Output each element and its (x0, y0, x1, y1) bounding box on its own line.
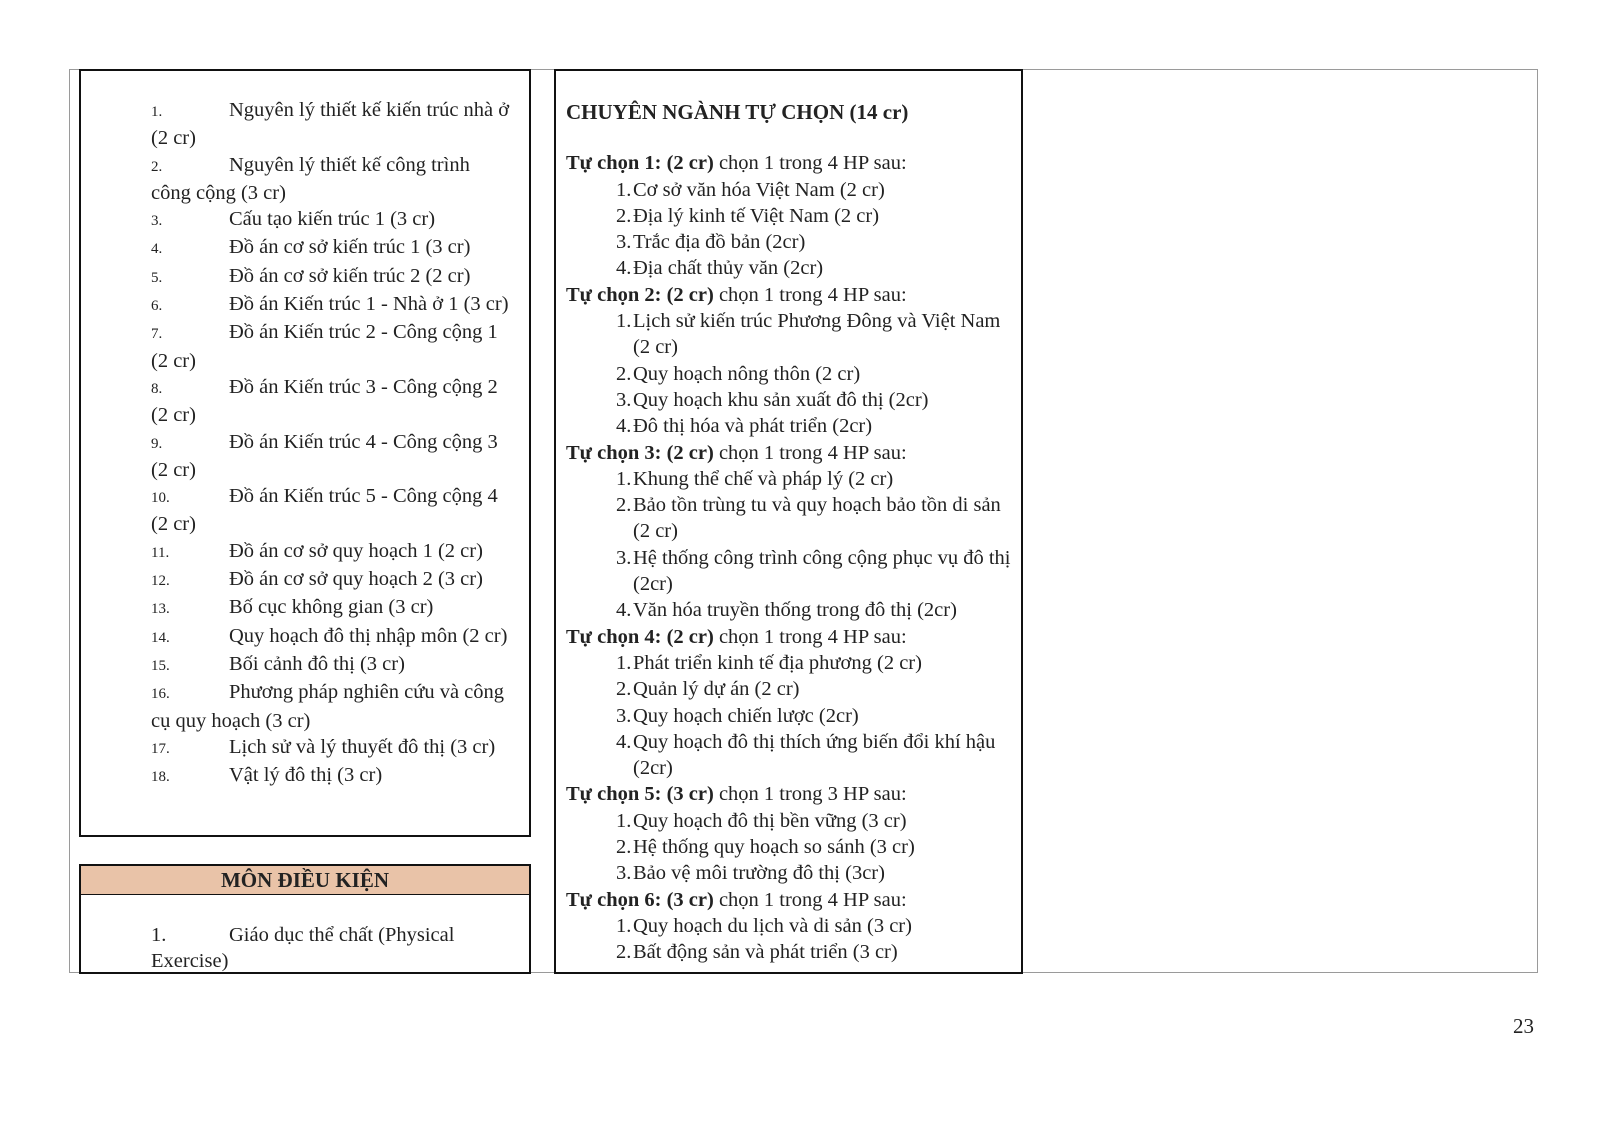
list-item-text: Đồ án Kiến trúc 5 - Công cộng 4 (2 cr) (151, 485, 498, 536)
list-item-number: 2. (616, 941, 632, 964)
list-item (566, 177, 1016, 203)
list-item-number: 3. (151, 213, 163, 230)
list-item-number: 6. (151, 298, 163, 315)
list-item-number: 2. (151, 158, 163, 175)
list-item (566, 466, 1016, 492)
core-courses-box (79, 69, 531, 837)
electives-title: CHUYÊN NGÀNH TỰ CHỌN (14 cr) (566, 100, 909, 124)
elective-group-label: Tự chọn 5: (3 cr) (566, 783, 714, 806)
list-item (566, 729, 1016, 782)
list-item-text: Quản lý dự án (2 cr) (633, 678, 800, 701)
list-item-text: Giáo dục thể chất (Physical Exercise) (151, 924, 455, 972)
list-item (566, 492, 1016, 545)
list-item-text: Bố cục không gian (3 cr) (229, 596, 434, 619)
list-item-text: Đồ án Kiến trúc 1 - Nhà ở 1 (3 cr) (229, 293, 509, 316)
list-item-number: 1. (616, 310, 632, 333)
elective-group-label: Tự chọn 1: (2 cr) (566, 152, 714, 175)
list-item (151, 234, 513, 262)
list-item-text: Phát triển kinh tế địa phương (2 cr) (633, 651, 922, 674)
list-item-number: 1. (151, 104, 163, 120)
list-item-number: 2. (616, 494, 632, 517)
list-item (566, 387, 1016, 413)
list-item (566, 703, 1016, 729)
list-item-text: Quy hoạch du lịch và di sản (3 cr) (633, 914, 912, 937)
list-item-number: 2. (616, 678, 632, 701)
list-item (151, 97, 513, 152)
list-item-text: Vật lý đô thị (3 cr) (229, 764, 383, 787)
list-item-number: 10. (151, 490, 170, 507)
list-item (566, 413, 1016, 439)
list-item-text: Quy hoạch đô thị bền vững (3 cr) (633, 809, 907, 832)
list-item-number: 16. (151, 686, 170, 703)
list-item (151, 679, 513, 734)
list-item (151, 319, 513, 374)
list-item (566, 834, 1016, 860)
list-item (566, 229, 1016, 255)
list-item-text: Hệ thống quy hoạch so sánh (3 cr) (633, 836, 915, 859)
list-item (151, 429, 513, 484)
list-item (566, 545, 1016, 598)
list-item (151, 734, 513, 762)
list-item-number: 2. (616, 836, 632, 859)
list-item-text: Lịch sử và lý thuyết đô thị (3 cr) (229, 735, 496, 758)
list-item-number: 4. (616, 730, 632, 753)
list-item (151, 594, 513, 622)
list-item-text: Cấu tạo kiến trúc 1 (3 cr) (229, 208, 436, 231)
list-item-text: Bối cảnh đô thị (3 cr) (229, 652, 405, 675)
list-item-text: Hệ thống công trình công cộng phục vụ đô thị (2cr) (633, 546, 1011, 596)
list-item-text: Bảo vệ môi trường đô thị (3cr) (633, 862, 885, 885)
conditional-courses-box (79, 864, 531, 974)
list-item-text: Quy hoạch khu sản xuất đô thị (2cr) (633, 388, 929, 411)
core-course-list (151, 97, 513, 790)
elective-group-desc: chọn 1 trong 4 HP sau: (713, 888, 907, 911)
list-item-number: 5. (151, 269, 163, 286)
list-item (151, 566, 513, 594)
elective-group-label: Tự chọn 3: (2 cr) (566, 441, 714, 464)
list-item-text: Địa chất thủy văn (2cr) (633, 257, 824, 280)
list-item-number: 4. (616, 599, 632, 622)
list-item-text: Đồ án Kiến trúc 3 - Công cộng 2 (2 cr) (151, 375, 498, 427)
list-item-number: 3. (616, 231, 632, 254)
list-item-number: 12. (151, 573, 170, 590)
list-item-text: Bất động sản và phát triển (3 cr) (633, 941, 898, 964)
list-item-number: 3. (616, 388, 632, 411)
list-item-number: 1. (616, 809, 632, 832)
list-item-text: Đồ án cơ sở quy hoạch 2 (3 cr) (229, 568, 483, 591)
list-item (151, 483, 513, 538)
list-item-text: Đồ án cơ sở kiến trúc 1 (3 cr) (229, 236, 471, 259)
list-item-text: Khung thể chế và pháp lý (2 cr) (633, 467, 894, 490)
list-item-number: 4. (151, 241, 163, 258)
list-item-text: Đồ án Kiến trúc 2 - Công cộng 1 (2 cr) (151, 321, 498, 372)
list-item-number: 3. (616, 704, 632, 727)
elective-group-label: Tự chọn 6: (3 cr) (566, 888, 714, 911)
list-item-number: 1. (616, 467, 632, 490)
list-item-number: 17. (151, 740, 170, 757)
list-item-number: 7. (151, 326, 163, 343)
list-item-number: 11. (151, 544, 170, 561)
list-item-text: Lịch sử kiến trúc Phương Đông và Việt Nam (2 cr) (633, 310, 1001, 359)
list-item-text: Đô thị hóa và phát triển (2cr) (633, 415, 873, 438)
elective-group-heading (566, 440, 1016, 466)
list-item (151, 922, 513, 974)
list-item (566, 308, 1016, 361)
list-item (566, 676, 1016, 702)
list-item-text: Cơ sở văn hóa Việt Nam (2 cr) (633, 178, 885, 201)
list-item-text: Quy hoạch đô thị thích ứng biến đổi khí hậu (2cr) (633, 730, 996, 780)
list-item-text: Đồ án cơ sở quy hoạch 1 (2 cr) (229, 539, 483, 562)
list-item (151, 291, 513, 319)
elective-group-heading (566, 887, 1016, 913)
elective-group-heading (566, 624, 1016, 650)
list-item-text: Đồ án cơ sở kiến trúc 2 (2 cr) (229, 264, 471, 287)
list-item-number: 14. (151, 629, 170, 646)
list-item-number: 1. (616, 178, 632, 201)
list-item-number: 18. (151, 769, 170, 786)
elective-group-heading (566, 150, 1016, 176)
list-item-number: 3. (616, 862, 632, 885)
list-item-number: 2. (616, 362, 632, 385)
list-item (151, 152, 513, 207)
list-item (151, 374, 513, 429)
list-item (151, 538, 513, 566)
list-item-number: 15. (151, 657, 170, 674)
list-item (566, 597, 1016, 623)
list-item-number: 8. (151, 380, 163, 397)
elective-group-label: Tự chọn 4: (2 cr) (566, 625, 714, 648)
list-item (566, 361, 1016, 387)
elective-group-desc: chọn 1 trong 3 HP sau: (713, 783, 907, 806)
list-item-text: Quy hoạch đô thị nhập môn (2 cr) (229, 624, 508, 647)
list-item-number: 4. (616, 257, 632, 280)
list-item-text: Bảo tồn trùng tu và quy hoạch bảo tồn di sản (2 cr) (633, 494, 1001, 543)
list-item (151, 651, 513, 679)
list-item-text: Văn hóa truyền thống trong đô thị (2cr) (633, 599, 957, 622)
list-item-number: 9. (151, 435, 163, 452)
electives-content (566, 99, 1016, 966)
elective-group-label: Tự chọn 2: (2 cr) (566, 283, 714, 306)
list-item (151, 206, 513, 234)
list-item-number: 1. (616, 651, 632, 674)
list-item-text: Phương pháp nghiên cứu và công cụ quy hoạch (3 cr) (151, 681, 505, 732)
list-item (151, 263, 513, 291)
list-item-number: 3. (616, 546, 632, 569)
list-item-text: Nguyên lý thiết kế kiến trúc nhà ở (2 cr) (151, 99, 510, 150)
list-item-number: 13. (151, 601, 170, 618)
list-item (566, 913, 1016, 939)
page-number: 23 (1513, 1014, 1534, 1038)
elective-group-desc: chọn 1 trong 4 HP sau: (713, 441, 907, 464)
list-item (566, 203, 1016, 229)
electives-box (554, 69, 1023, 974)
list-item (151, 762, 513, 790)
list-item-text: Đồ án Kiến trúc 4 - Công cộng 3 (2 cr) (151, 430, 498, 481)
list-item-text: Quy hoạch chiến lược (2cr) (633, 704, 859, 727)
elective-group-desc: chọn 1 trong 4 HP sau: (713, 283, 907, 306)
list-item (566, 808, 1016, 834)
list-item-text: Trắc địa đồ bản (2cr) (633, 231, 806, 254)
list-item (566, 255, 1016, 281)
list-item-number: 2. (616, 204, 632, 227)
list-item-number: 1. (616, 914, 632, 937)
list-item-text: Quy hoạch nông thôn (2 cr) (633, 362, 861, 385)
conditional-header: MÔN ĐIỀU KIỆN (81, 866, 529, 895)
elective-group-heading (566, 282, 1016, 308)
list-item (566, 860, 1016, 886)
conditional-course-list (151, 922, 513, 974)
list-item-text: Nguyên lý thiết kế công trình công cộng (3 cr) (151, 153, 470, 204)
elective-group-heading (566, 781, 1016, 807)
elective-group-desc: chọn 1 trong 4 HP sau: (713, 625, 907, 648)
list-item (566, 939, 1016, 965)
elective-group-desc: chọn 1 trong 4 HP sau: (713, 152, 907, 175)
list-item-number: 4. (616, 415, 632, 438)
list-item-number: 1. (151, 924, 167, 946)
list-item-text: Địa lý kinh tế Việt Nam (2 cr) (633, 204, 880, 227)
list-item (151, 623, 513, 651)
list-item (566, 650, 1016, 676)
